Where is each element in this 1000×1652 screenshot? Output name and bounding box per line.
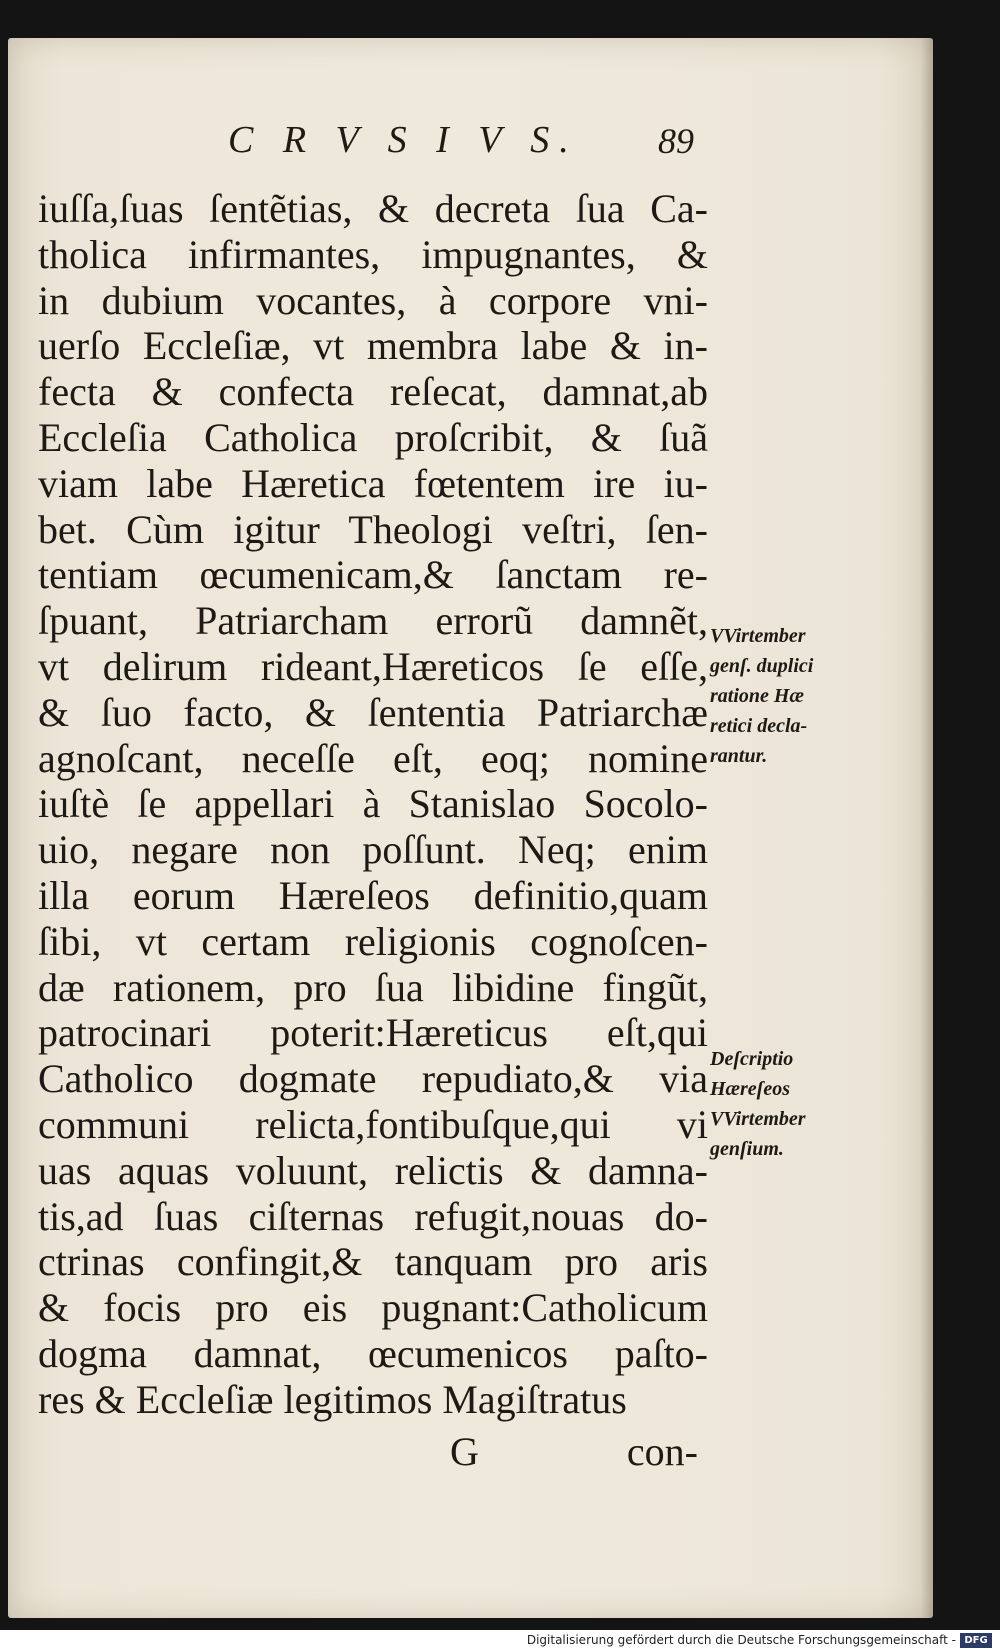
margin-note-line: genſium. [710, 1138, 784, 1160]
text-line: iuſtè ſe appellari à Stanislao Socolo- [38, 781, 708, 827]
text-line: patrocinari poterit:Hæreticus eſt,qui [38, 1010, 708, 1056]
text-line: bet. Cùm igitur Theologi veſtri, ſen- [38, 506, 708, 552]
margin-note-line: genſ. duplici [710, 655, 814, 677]
text-line: dogma damnat, œcumenicos paſto- [38, 1330, 708, 1376]
page-number: 89 [658, 121, 694, 161]
text-line: viam labe Hæretica fœtentem ire iu- [38, 460, 708, 506]
text-line: illa eorum Hæreſeos definitio,quam [38, 872, 708, 918]
margin-note-2 [710, 1044, 860, 1164]
running-title: C R V S I V S. [228, 119, 579, 161]
margin-note-line: Deſcriptio [710, 1048, 794, 1070]
text-line: agnoſcant, neceſſe eſt, eoq; nomine [38, 735, 708, 781]
text-line: res & Eccleſiæ legitimos Magiſtratus [38, 1376, 627, 1422]
dfg-logo: DFG [960, 1633, 992, 1648]
text-line: fecta & confecta reſecat, damnat,ab [38, 369, 708, 415]
margin-note-line: retici decla- [710, 715, 808, 737]
text-line: vt delirum rideant,Hæreticos ſe eſſe, [38, 643, 708, 689]
text-line: ſibi, vt certam religionis cognoſcen- [38, 918, 708, 964]
margin-note-line: Hæreſeos [710, 1078, 790, 1100]
signature-mark: G [450, 1429, 479, 1474]
text-line: tentiam œcumenicam,& ſanctam re- [38, 552, 708, 598]
margin-note-line: rantur. [710, 745, 768, 767]
page-edge-shadow [921, 38, 933, 1618]
catch-line [438, 1428, 708, 1478]
text-line: tis,ad ſuas ciſternas refugit,nouas do- [38, 1193, 708, 1239]
text-line: dæ rationem, pro ſua libidine fingũt, [38, 964, 708, 1010]
text-line: uerſo Eccleſiæ, vt membra labe & in- [38, 323, 708, 369]
text-line: Catholico dogmate repudiato,& via [38, 1056, 708, 1102]
margin-note-line: VVirtember [710, 625, 806, 647]
body-text [38, 186, 708, 1423]
footer-bar [0, 1630, 1000, 1652]
catchword: con- [626, 1429, 698, 1474]
funding-credit: Digitalisierung gefördert durch die Deutsche Forschungsgemeinschaft - [526, 1633, 956, 1647]
margin-note-line: ratione Hæ [710, 685, 804, 707]
margin-note-1 [710, 621, 860, 771]
text-line: & focis pro eis pugnant:Catholicum [38, 1285, 708, 1331]
text-line: Eccleſia Catholica proſcribit, & ſuã [38, 414, 708, 460]
text-line: in dubium vocantes, à corpore vni- [38, 277, 708, 323]
text-line: uio, negare non poſſunt. Neq; enim [38, 827, 708, 873]
text-line: tholica infirmantes, impugnantes, & [38, 231, 708, 277]
text-line: ctrinas confingit,& tanquam pro aris [38, 1239, 708, 1285]
margin-note-line: VVirtember [710, 1108, 806, 1130]
book-page [8, 38, 933, 1618]
text-line: ſpuant, Patriarcham errorũ damnẽt, [38, 598, 708, 644]
text-line: & ſuo facto, & ſententia Patriarchæ [38, 689, 708, 735]
text-line: communi relicta,fontibuſque,qui vi [38, 1101, 708, 1147]
text-line: uas aquas voluunt, relictis & damna- [38, 1147, 708, 1193]
text-line: iuſſa,ſuas ſentẽtias, & decreta ſua Ca- [38, 186, 708, 231]
